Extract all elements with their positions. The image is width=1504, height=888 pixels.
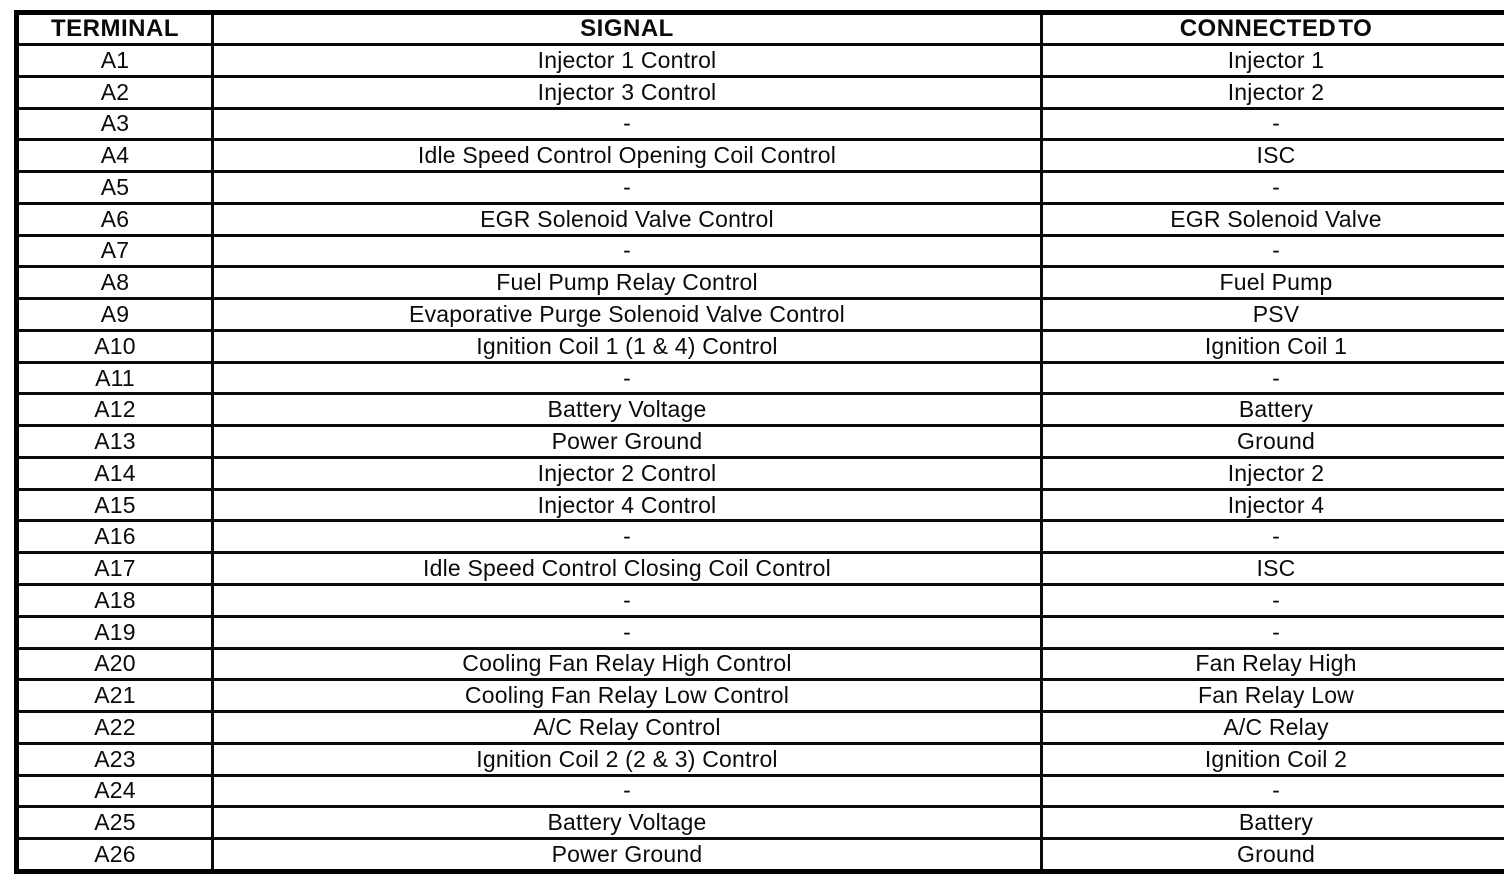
connected-to-cell: Battery	[1042, 807, 1504, 839]
table-row	[17, 680, 1504, 712]
table-row	[17, 330, 1504, 362]
terminal-cell: A25	[17, 807, 213, 839]
signal-cell: Injector 2 Control	[213, 457, 1042, 489]
table-row	[17, 521, 1504, 553]
terminal-cell: A26	[17, 839, 213, 872]
table-row	[17, 140, 1504, 172]
terminal-cell: A13	[17, 426, 213, 458]
connected-to-cell: Fuel Pump	[1042, 267, 1504, 299]
terminal-cell: A6	[17, 203, 213, 235]
signal-cell: Injector 3 Control	[213, 76, 1042, 108]
terminal-cell: A4	[17, 140, 213, 172]
terminal-cell: A5	[17, 172, 213, 204]
signal-cell: -	[213, 172, 1042, 204]
signal-cell: -	[213, 521, 1042, 553]
connected-to-cell: Injector 4	[1042, 489, 1504, 521]
table-row	[17, 775, 1504, 807]
connected-to-cell: PSV	[1042, 299, 1504, 331]
connected-to-cell: -	[1042, 235, 1504, 267]
signal-cell: Ignition Coil 1 (1 & 4) Control	[213, 330, 1042, 362]
signal-cell: Idle Speed Control Opening Coil Control	[213, 140, 1042, 172]
terminal-cell: A23	[17, 743, 213, 775]
table-row	[17, 648, 1504, 680]
terminal-cell: A19	[17, 616, 213, 648]
signal-cell: -	[213, 108, 1042, 140]
signal-cell: Idle Speed Control Closing Coil Control	[213, 553, 1042, 585]
connected-to-cell: Fan Relay Low	[1042, 680, 1504, 712]
table-row	[17, 743, 1504, 775]
terminal-cell: A10	[17, 330, 213, 362]
terminal-cell: A24	[17, 775, 213, 807]
table-row	[17, 426, 1504, 458]
signal-cell: Fuel Pump Relay Control	[213, 267, 1042, 299]
table-row	[17, 807, 1504, 839]
table-row	[17, 712, 1504, 744]
connected-to-cell: Ground	[1042, 839, 1504, 872]
connected-to-cell: Injector 2	[1042, 76, 1504, 108]
table-row	[17, 108, 1504, 140]
signal-cell: EGR Solenoid Valve Control	[213, 203, 1042, 235]
signal-cell: Power Ground	[213, 839, 1042, 872]
signal-cell: -	[213, 616, 1042, 648]
signal-cell: -	[213, 235, 1042, 267]
connected-to-cell: ISC	[1042, 553, 1504, 585]
table-row	[17, 362, 1504, 394]
table-row	[17, 457, 1504, 489]
table-row	[17, 839, 1504, 872]
connected-to-cell: -	[1042, 585, 1504, 617]
signal-cell: -	[213, 775, 1042, 807]
signal-cell: Injector 4 Control	[213, 489, 1042, 521]
terminal-cell: A21	[17, 680, 213, 712]
terminal-cell: A3	[17, 108, 213, 140]
table-row	[17, 299, 1504, 331]
table-row	[17, 489, 1504, 521]
table-body	[17, 45, 1504, 872]
signal-cell: A/C Relay Control	[213, 712, 1042, 744]
terminal-cell: A15	[17, 489, 213, 521]
connected-to-cell: -	[1042, 108, 1504, 140]
terminal-cell: A17	[17, 553, 213, 585]
table-header-row	[17, 13, 1504, 45]
terminal-cell: A2	[17, 76, 213, 108]
terminal-cell: A7	[17, 235, 213, 267]
table-row	[17, 235, 1504, 267]
terminal-cell: A22	[17, 712, 213, 744]
table-row	[17, 172, 1504, 204]
table-row	[17, 267, 1504, 299]
signal-cell: Evaporative Purge Solenoid Valve Control	[213, 299, 1042, 331]
table-row	[17, 203, 1504, 235]
terminal-cell: A20	[17, 648, 213, 680]
table-row	[17, 585, 1504, 617]
terminal-cell: A16	[17, 521, 213, 553]
signal-cell: Battery Voltage	[213, 807, 1042, 839]
connected-to-cell: ISC	[1042, 140, 1504, 172]
connected-to-cell: EGR Solenoid Valve	[1042, 203, 1504, 235]
table-row	[17, 45, 1504, 77]
signal-cell: Injector 1 Control	[213, 45, 1042, 77]
signal-cell: -	[213, 585, 1042, 617]
connected-to-cell: -	[1042, 775, 1504, 807]
terminal-cell: A18	[17, 585, 213, 617]
signal-cell: -	[213, 362, 1042, 394]
column-header-connected-to: CONNECTED TO	[1042, 13, 1504, 45]
table-row	[17, 394, 1504, 426]
connected-to-cell: Ignition Coil 2	[1042, 743, 1504, 775]
table-row	[17, 76, 1504, 108]
connected-to-cell: A/C Relay	[1042, 712, 1504, 744]
terminal-cell: A14	[17, 457, 213, 489]
connected-to-cell: Ignition Coil 1	[1042, 330, 1504, 362]
column-header-terminal: TERMINAL	[17, 13, 213, 45]
connected-to-cell: -	[1042, 172, 1504, 204]
signal-cell: Battery Voltage	[213, 394, 1042, 426]
terminal-cell: A8	[17, 267, 213, 299]
table-header	[17, 13, 1504, 45]
connected-to-cell: Battery	[1042, 394, 1504, 426]
signal-cell: Power Ground	[213, 426, 1042, 458]
table-row	[17, 553, 1504, 585]
connected-to-cell: Injector 1	[1042, 45, 1504, 77]
signal-cell: Cooling Fan Relay High Control	[213, 648, 1042, 680]
connected-to-cell: Fan Relay High	[1042, 648, 1504, 680]
table-row	[17, 616, 1504, 648]
terminal-cell: A11	[17, 362, 213, 394]
connected-to-cell: -	[1042, 362, 1504, 394]
connected-to-cell: Ground	[1042, 426, 1504, 458]
column-header-signal: SIGNAL	[213, 13, 1042, 45]
connected-to-cell: -	[1042, 521, 1504, 553]
terminal-cell: A9	[17, 299, 213, 331]
terminal-cell: A1	[17, 45, 213, 77]
connected-to-cell: -	[1042, 616, 1504, 648]
signal-cell: Ignition Coil 2 (2 & 3) Control	[213, 743, 1042, 775]
connected-to-cell: Injector 2	[1042, 457, 1504, 489]
terminal-cell: A12	[17, 394, 213, 426]
ecu-terminal-pinout-table	[14, 10, 1504, 874]
signal-cell: Cooling Fan Relay Low Control	[213, 680, 1042, 712]
